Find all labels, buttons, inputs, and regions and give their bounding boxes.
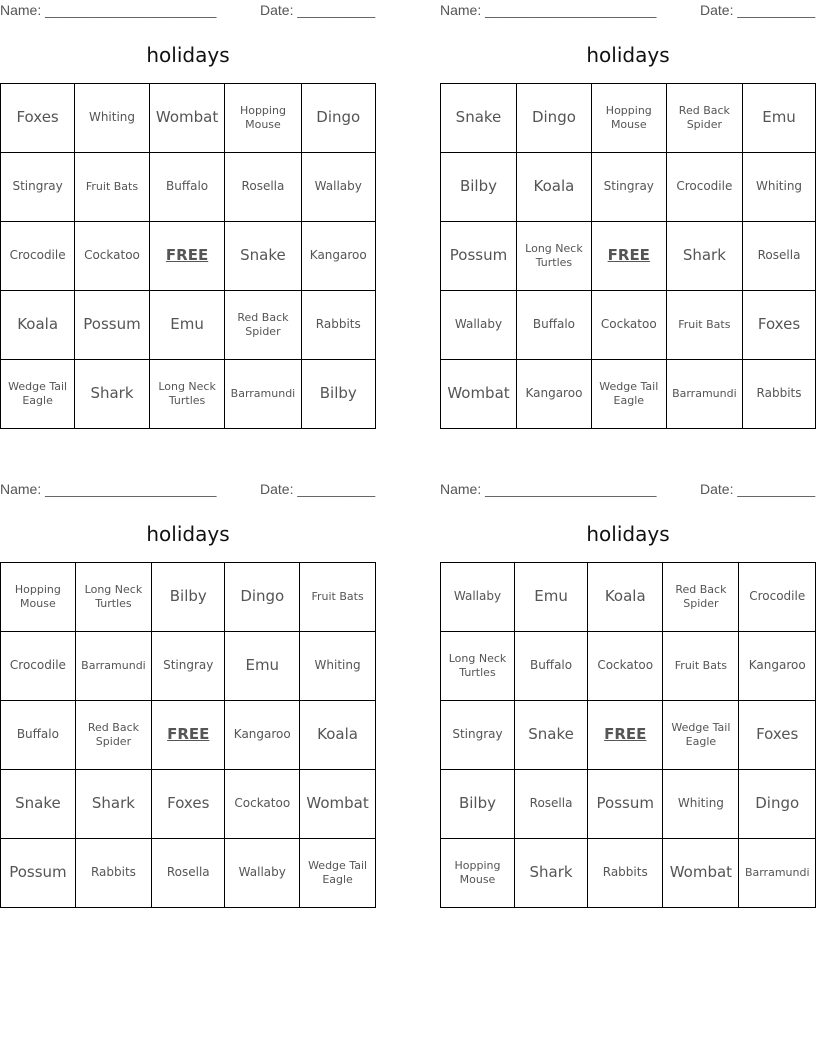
bingo-row — [1, 632, 376, 701]
date-field[interactable]: Date: __________ — [700, 481, 816, 497]
bingo-cell[interactable]: Wallaby — [441, 291, 517, 360]
bingo-row — [1, 701, 376, 770]
bingo-row — [1, 770, 376, 839]
bingo-cell[interactable]: Buffalo — [1, 701, 76, 770]
bingo-card — [0, 479, 376, 886]
bingo-cell[interactable]: Dingo — [301, 84, 375, 153]
bingo-cell[interactable]: Dingo — [739, 770, 816, 839]
bingo-cell[interactable]: Possum — [75, 291, 150, 360]
bingo-cell[interactable]: Kangaroo — [301, 222, 375, 291]
bingo-grid — [0, 562, 376, 908]
bingo-cell[interactable]: Fruit Bats — [663, 632, 739, 701]
bingo-card — [440, 0, 816, 407]
bingo-cell[interactable]: Red Back Spider — [666, 84, 742, 153]
bingo-cell[interactable]: Barramundi — [75, 632, 151, 701]
bingo-cell[interactable]: Long Neck Turtles — [149, 360, 225, 429]
bingo-cell[interactable]: Wedge Tail Eagle — [300, 839, 376, 908]
name-field[interactable]: Name: ______________________ — [440, 481, 657, 497]
bingo-row — [1, 153, 376, 222]
bingo-cell[interactable]: Snake — [1, 770, 76, 839]
bingo-row — [441, 291, 816, 360]
bingo-cell[interactable]: Barramundi — [666, 360, 742, 429]
bingo-row — [1, 222, 376, 291]
bingo-cell[interactable]: Buffalo — [516, 291, 591, 360]
bingo-cell[interactable]: Snake — [225, 222, 301, 291]
bingo-cell[interactable]: Red Back Spider — [663, 563, 739, 632]
bingo-row — [441, 222, 816, 291]
bingo-cell[interactable]: Kangaroo — [739, 632, 816, 701]
card-title: holidays — [146, 522, 230, 546]
bingo-card — [0, 0, 376, 407]
bingo-cell[interactable]: Snake — [441, 84, 517, 153]
bingo-cell[interactable]: Bilby — [441, 770, 515, 839]
bingo-row — [441, 839, 816, 908]
bingo-cell[interactable]: Bilby — [441, 153, 517, 222]
bingo-cell[interactable]: Emu — [514, 563, 587, 632]
bingo-cell[interactable]: Long Neck Turtles — [441, 632, 515, 701]
bingo-cell[interactable]: Red Back Spider — [75, 701, 151, 770]
free-space-cell[interactable]: FREE — [152, 701, 225, 770]
bingo-cell[interactable]: Cockatoo — [75, 222, 150, 291]
bingo-cell[interactable]: Wedge Tail Eagle — [1, 360, 75, 429]
bingo-row — [441, 360, 816, 429]
bingo-cell[interactable]: Buffalo — [514, 632, 587, 701]
bingo-cell[interactable]: Koala — [1, 291, 75, 360]
card-title: holidays — [586, 522, 670, 546]
card-header — [440, 479, 816, 501]
name-field[interactable]: Name: ______________________ — [0, 481, 217, 497]
bingo-cell[interactable]: Whiting — [75, 84, 150, 153]
bingo-cell[interactable]: Hopping Mouse — [591, 84, 666, 153]
bingo-cell[interactable]: Fruit Bats — [666, 291, 742, 360]
bingo-cell[interactable]: Cockatoo — [588, 632, 663, 701]
bingo-cell[interactable]: Wombat — [300, 770, 376, 839]
bingo-cell[interactable]: Barramundi — [739, 839, 816, 908]
bingo-cell[interactable]: Koala — [588, 563, 663, 632]
bingo-row — [441, 770, 816, 839]
bingo-row — [441, 701, 816, 770]
bingo-cell[interactable]: Rabbits — [743, 360, 816, 429]
card-title: holidays — [586, 43, 670, 67]
bingo-cell[interactable]: Fruit Bats — [300, 563, 376, 632]
bingo-cell[interactable]: Emu — [743, 84, 816, 153]
bingo-cell[interactable]: Koala — [516, 153, 591, 222]
bingo-cell[interactable]: Buffalo — [149, 153, 225, 222]
bingo-cell[interactable]: Crocodile — [1, 222, 75, 291]
name-field[interactable]: Name: ______________________ — [440, 2, 657, 18]
bingo-cell[interactable]: Wombat — [663, 839, 739, 908]
name-field[interactable]: Name: ______________________ — [0, 2, 217, 18]
bingo-cell[interactable]: Rosella — [514, 770, 587, 839]
free-space-cell[interactable]: FREE — [591, 222, 666, 291]
bingo-cell[interactable]: Hopping Mouse — [225, 84, 301, 153]
bingo-cell[interactable]: Cockatoo — [591, 291, 666, 360]
bingo-row — [1, 563, 376, 632]
bingo-cell[interactable]: Rosella — [152, 839, 225, 908]
bingo-cell[interactable]: Red Back Spider — [225, 291, 301, 360]
bingo-cell[interactable]: Wombat — [441, 360, 517, 429]
date-field[interactable]: Date: __________ — [700, 2, 816, 18]
bingo-cell[interactable]: Shark — [514, 839, 587, 908]
bingo-cell[interactable]: Barramundi — [225, 360, 301, 429]
date-field[interactable]: Date: __________ — [260, 2, 376, 18]
bingo-cell[interactable]: Rabbits — [301, 291, 375, 360]
bingo-cell[interactable]: Possum — [1, 839, 76, 908]
bingo-cell[interactable]: Wedge Tail Eagle — [663, 701, 739, 770]
bingo-row — [1, 360, 376, 429]
card-header — [0, 479, 376, 501]
bingo-cell[interactable]: Rabbits — [588, 839, 663, 908]
bingo-cell[interactable]: Hopping Mouse — [441, 839, 515, 908]
bingo-cell[interactable]: Foxes — [1, 84, 75, 153]
bingo-cell[interactable]: Kangaroo — [516, 360, 591, 429]
bingo-cell[interactable]: Wallaby — [225, 839, 300, 908]
bingo-cell[interactable]: Rosella — [225, 153, 301, 222]
bingo-cell[interactable]: Shark — [666, 222, 742, 291]
bingo-cell[interactable]: Hopping Mouse — [1, 563, 76, 632]
bingo-row — [1, 839, 376, 908]
bingo-cell[interactable]: Shark — [75, 770, 151, 839]
bingo-cell[interactable]: Fruit Bats — [75, 153, 150, 222]
bingo-cell[interactable]: Wombat — [149, 84, 225, 153]
bingo-cell[interactable]: Possum — [588, 770, 663, 839]
bingo-cell[interactable]: Whiting — [743, 153, 816, 222]
bingo-cell[interactable]: Stingray — [152, 632, 225, 701]
bingo-cell[interactable]: Rabbits — [75, 839, 151, 908]
card-title: holidays — [146, 43, 230, 67]
bingo-row — [1, 84, 376, 153]
bingo-row — [1, 291, 376, 360]
bingo-cell[interactable]: Bilby — [301, 360, 375, 429]
bingo-cell[interactable]: Possum — [441, 222, 517, 291]
bingo-cell[interactable]: Snake — [514, 701, 587, 770]
bingo-cell[interactable]: Crocodile — [666, 153, 742, 222]
bingo-cell[interactable]: Koala — [300, 701, 376, 770]
bingo-cell[interactable]: Wallaby — [301, 153, 375, 222]
bingo-cell[interactable]: Rosella — [743, 222, 816, 291]
bingo-cell[interactable]: Emu — [149, 291, 225, 360]
bingo-cell[interactable]: Foxes — [743, 291, 816, 360]
bingo-cell[interactable]: Stingray — [591, 153, 666, 222]
bingo-cell[interactable]: Bilby — [152, 563, 225, 632]
bingo-cell[interactable]: Crocodile — [739, 563, 816, 632]
bingo-cell[interactable]: Wallaby — [441, 563, 515, 632]
bingo-grid — [440, 83, 816, 429]
bingo-cell[interactable]: Whiting — [300, 632, 376, 701]
bingo-cell[interactable]: Long Neck Turtles — [516, 222, 591, 291]
free-space-cell[interactable]: FREE — [588, 701, 663, 770]
bingo-cell[interactable]: Whiting — [663, 770, 739, 839]
bingo-cell[interactable]: Stingray — [441, 701, 515, 770]
bingo-cell[interactable]: Emu — [225, 632, 300, 701]
date-field[interactable]: Date: __________ — [260, 481, 376, 497]
bingo-cell[interactable]: Shark — [75, 360, 150, 429]
bingo-row — [441, 563, 816, 632]
free-space-cell[interactable]: FREE — [149, 222, 225, 291]
bingo-cell[interactable]: Dingo — [225, 563, 300, 632]
bingo-card — [440, 479, 816, 886]
bingo-cell[interactable]: Foxes — [739, 701, 816, 770]
bingo-row — [441, 153, 816, 222]
bingo-cell[interactable]: Crocodile — [1, 632, 76, 701]
bingo-cell[interactable]: Kangaroo — [225, 701, 300, 770]
bingo-grid — [0, 83, 376, 429]
bingo-cell[interactable]: Stingray — [1, 153, 75, 222]
card-header — [0, 0, 376, 22]
bingo-grid — [440, 562, 816, 908]
bingo-cell[interactable]: Foxes — [152, 770, 225, 839]
bingo-cell[interactable]: Long Neck Turtles — [75, 563, 151, 632]
bingo-cell[interactable]: Cockatoo — [225, 770, 300, 839]
bingo-cell[interactable]: Dingo — [516, 84, 591, 153]
bingo-row — [441, 632, 816, 701]
bingo-row — [441, 84, 816, 153]
bingo-cell[interactable]: Wedge Tail Eagle — [591, 360, 666, 429]
card-header — [440, 0, 816, 22]
